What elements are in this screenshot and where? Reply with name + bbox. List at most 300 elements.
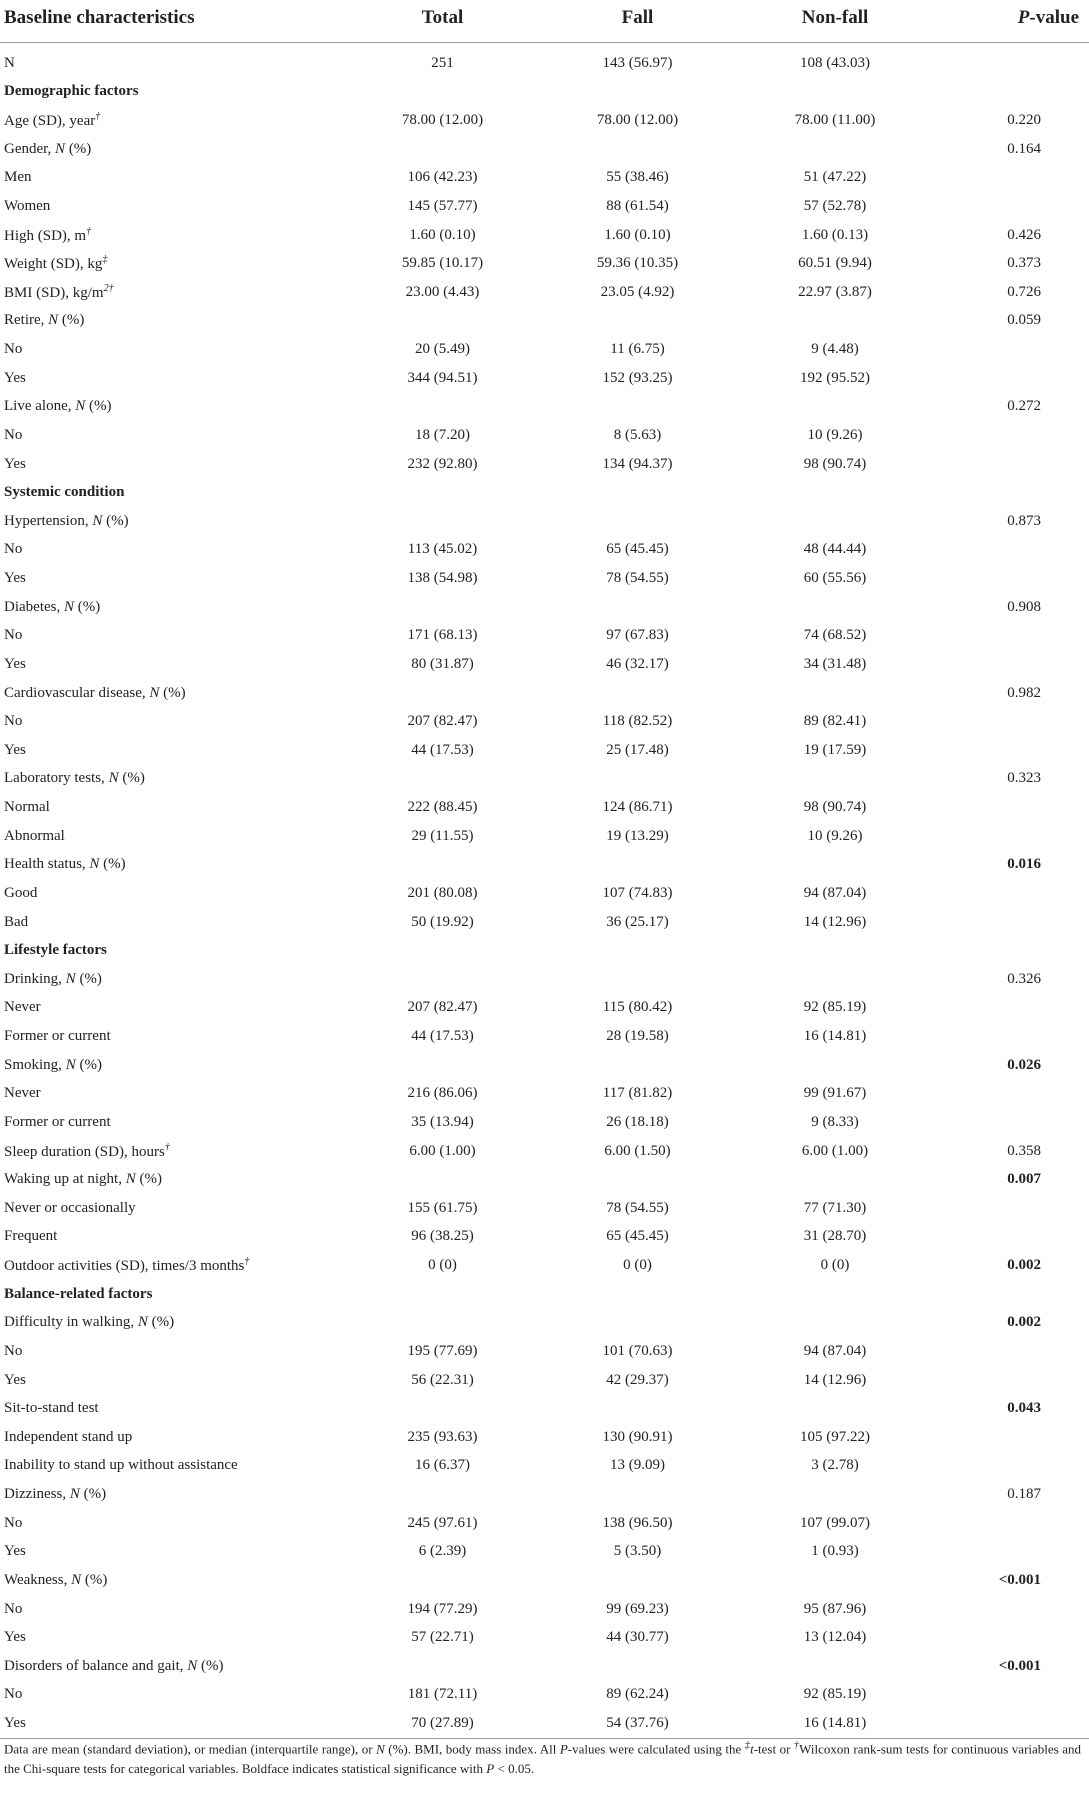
cell-non-fall: 94 (87.04) xyxy=(803,1342,867,1359)
row-label-text: Disorders of balance and gait, xyxy=(4,1657,188,1674)
cell-p-value xyxy=(935,364,1089,393)
cell-fall: 42 (29.37) xyxy=(606,1371,669,1388)
table-row xyxy=(0,393,1089,422)
row-label xyxy=(0,879,345,908)
cell-fall: 65 (45.45) xyxy=(606,541,669,558)
cell-fall: 89 (62.24) xyxy=(606,1686,669,1703)
cell-p-value xyxy=(935,478,1089,507)
row-label-text: Drinking, xyxy=(4,970,66,987)
cell-total: 59.85 (10.17) xyxy=(401,255,484,272)
cell-p-value: 0.272 xyxy=(1007,398,1041,415)
cell-p-value xyxy=(935,1366,1089,1395)
row-label xyxy=(0,1137,345,1166)
table-row xyxy=(0,364,1089,393)
cell-total: 181 (72.11) xyxy=(407,1686,478,1703)
row-label-text: Systemic condition xyxy=(4,484,125,501)
cell-total: 171 (68.13) xyxy=(407,627,478,644)
row-label-italic: N xyxy=(55,140,66,157)
row-label-text: Former or current xyxy=(4,1113,111,1130)
cell-fall xyxy=(540,765,735,794)
cell-total: 207 (82.47) xyxy=(407,999,478,1016)
cell-total: 57 (22.71) xyxy=(411,1629,474,1646)
row-label xyxy=(0,364,345,393)
cell-p-value xyxy=(935,1595,1089,1624)
cell-total: 194 (77.29) xyxy=(407,1600,478,1617)
cell-p-value xyxy=(935,736,1089,765)
section-header-row xyxy=(0,78,1089,107)
cell-total xyxy=(345,1652,540,1681)
cell-non-fall: 16 (14.81) xyxy=(803,1715,867,1732)
cell-total xyxy=(345,478,540,507)
cell-total xyxy=(345,307,540,336)
row-label-text: Yes xyxy=(4,455,26,472)
cell-p-value xyxy=(935,622,1089,651)
cell-non-fall: 78.00 (11.00) xyxy=(794,112,876,129)
row-label xyxy=(0,335,345,364)
cell-total: 344 (94.51) xyxy=(407,369,478,386)
header-p-value xyxy=(935,0,1089,43)
cell-non-fall xyxy=(735,78,935,107)
cell-total: 6.00 (1.00) xyxy=(409,1142,476,1159)
row-label-text: Never or occasionally xyxy=(4,1199,136,1216)
row-label-text: Diabetes, xyxy=(4,598,64,615)
row-label-text: Yes xyxy=(4,1371,26,1388)
row-label xyxy=(0,1595,345,1624)
cell-total: 207 (82.47) xyxy=(407,713,478,730)
cell-fall: 26 (18.18) xyxy=(606,1113,669,1130)
cell-fall: 54 (37.76) xyxy=(606,1715,669,1732)
cell-total xyxy=(345,936,540,965)
row-label-suffix: (%) xyxy=(159,684,186,701)
row-label xyxy=(0,851,345,880)
row-label xyxy=(0,43,345,78)
row-label-text: Age (SD), year xyxy=(4,113,96,130)
cell-fall xyxy=(540,851,735,880)
row-label-text: BMI (SD), kg/m xyxy=(4,284,104,301)
table-row xyxy=(0,908,1089,937)
cell-fall: 99 (69.23) xyxy=(606,1600,669,1617)
cell-p-value xyxy=(935,879,1089,908)
cell-non-fall: 77 (71.30) xyxy=(803,1199,867,1216)
cell-non-fall: 107 (99.07) xyxy=(800,1514,870,1531)
cell-non-fall: 22.97 (3.87) xyxy=(798,283,872,300)
row-label-text: No xyxy=(4,1342,23,1359)
row-label-italic: N xyxy=(137,1314,148,1331)
row-label-italic: N xyxy=(108,770,119,787)
row-label xyxy=(0,1337,345,1366)
cell-total: 106 (42.23) xyxy=(407,169,478,186)
row-label xyxy=(0,1194,345,1223)
section-header-row xyxy=(0,1280,1089,1309)
cell-p-value xyxy=(935,793,1089,822)
section-label xyxy=(0,78,345,107)
table-row xyxy=(0,536,1089,565)
row-label xyxy=(0,593,345,622)
row-label-text: Weakness, xyxy=(4,1571,72,1588)
cell-fall: 28 (19.58) xyxy=(606,1028,669,1045)
table-footnote xyxy=(4,1736,1081,1779)
row-label-text: No xyxy=(4,541,23,558)
row-label-text: Weight (SD), kg xyxy=(4,256,103,273)
footnote-text-6: < 0.05. xyxy=(494,1761,535,1777)
cell-fall: 25 (17.48) xyxy=(606,741,669,758)
cell-total: 6 (2.39) xyxy=(418,1543,467,1560)
footnote-double-dagger: ‡ xyxy=(744,1740,751,1751)
cell-fall xyxy=(540,593,735,622)
row-label-superscript: 2† xyxy=(103,282,114,294)
row-label-text: Frequent xyxy=(4,1228,58,1245)
cell-fall: 101 (70.63) xyxy=(602,1342,673,1359)
row-label-text: No xyxy=(4,713,23,730)
cell-fall xyxy=(540,965,735,994)
cell-total: 70 (27.89) xyxy=(411,1715,474,1732)
cell-fall xyxy=(540,936,735,965)
cell-p-value xyxy=(935,164,1089,193)
cell-fall: 19 (13.29) xyxy=(606,827,669,844)
table-row xyxy=(0,879,1089,908)
section-label xyxy=(0,1280,345,1309)
table-row xyxy=(0,1709,1089,1738)
row-label-text: Outdoor activities (SD), times/3 months xyxy=(4,1258,245,1275)
row-label-italic: N xyxy=(187,1657,198,1674)
cell-non-fall xyxy=(735,679,935,708)
row-label-suffix: (%) xyxy=(197,1657,224,1674)
row-label-superscript: † xyxy=(95,111,101,123)
cell-p-value xyxy=(935,707,1089,736)
table-row xyxy=(0,1423,1089,1452)
cell-total: 16 (6.37) xyxy=(415,1457,470,1474)
cell-p-value: 0.220 xyxy=(1007,112,1041,129)
row-label-superscript: ‡ xyxy=(102,254,108,266)
row-label-text: No xyxy=(4,627,23,644)
table-row xyxy=(0,994,1089,1023)
row-label-text: Never xyxy=(4,999,41,1016)
cell-fall: 44 (30.77) xyxy=(606,1629,669,1646)
cell-fall: 6.00 (1.50) xyxy=(604,1142,671,1159)
row-label xyxy=(0,908,345,937)
row-label xyxy=(0,1366,345,1395)
row-label xyxy=(0,221,345,250)
cell-total xyxy=(345,965,540,994)
cell-p-value: 0.187 xyxy=(1007,1486,1041,1503)
cell-fall: 23.05 (4.92) xyxy=(600,283,675,300)
table-row xyxy=(0,965,1089,994)
row-label-text: Never xyxy=(4,1085,41,1102)
cell-p-value xyxy=(935,1194,1089,1223)
cell-non-fall: 3 (2.78) xyxy=(811,1457,859,1474)
row-label-text: Lifestyle factors xyxy=(4,942,107,959)
cell-non-fall xyxy=(735,593,935,622)
row-label-suffix: (%) xyxy=(147,1314,175,1331)
row-label-text: Health status, xyxy=(4,856,90,873)
row-label-italic: N xyxy=(69,1486,80,1503)
cell-p-value xyxy=(935,1681,1089,1710)
row-label xyxy=(0,1251,345,1280)
section-header-row xyxy=(0,478,1089,507)
cell-non-fall: 92 (85.19) xyxy=(803,999,867,1016)
row-label-suffix: (%) xyxy=(118,770,145,787)
cell-non-fall: 74 (68.52) xyxy=(803,627,867,644)
footnote-text-3: -values were calculated using the xyxy=(567,1741,745,1757)
cell-p-value: 0.326 xyxy=(1007,970,1041,987)
row-label xyxy=(0,1681,345,1710)
cell-non-fall: 1 (0.93) xyxy=(811,1543,859,1560)
cell-fall: 117 (81.82) xyxy=(602,1085,673,1102)
row-label xyxy=(0,106,345,135)
cell-p-value xyxy=(935,450,1089,479)
cell-p-value: 0.982 xyxy=(1007,684,1041,701)
cell-p-value: 0.426 xyxy=(1007,226,1041,243)
row-label xyxy=(0,736,345,765)
row-label-italic: N xyxy=(149,684,160,701)
cell-fall: 8 (5.63) xyxy=(613,426,662,443)
table-row xyxy=(0,765,1089,794)
cell-p-value: <0.001 xyxy=(998,1571,1041,1588)
cell-total: 80 (31.87) xyxy=(411,655,474,672)
table-row xyxy=(0,1509,1089,1538)
row-label xyxy=(0,393,345,422)
row-label-text: No xyxy=(4,426,23,443)
row-label-text: Inability to stand up without assistance xyxy=(4,1457,238,1474)
cell-non-fall xyxy=(735,507,935,536)
row-label-suffix: (%) xyxy=(65,140,92,157)
cell-total: 201 (80.08) xyxy=(407,884,478,901)
table-row xyxy=(0,564,1089,593)
cell-non-fall xyxy=(735,1394,935,1423)
row-label-italic: N xyxy=(71,1571,82,1588)
row-label-text: High (SD), m xyxy=(4,227,87,244)
row-label-text: Demographic factors xyxy=(4,83,139,100)
row-label xyxy=(0,1080,345,1109)
table-header xyxy=(0,0,1089,43)
table-row xyxy=(0,249,1089,278)
table-body xyxy=(0,43,1089,1739)
footnote-text-2: (%). BMI, body mass index. All xyxy=(384,1741,560,1757)
cell-p-value xyxy=(935,822,1089,851)
cell-fall xyxy=(540,1652,735,1681)
cell-non-fall xyxy=(735,307,935,336)
cell-non-fall xyxy=(735,965,935,994)
footnote-n-italic: N xyxy=(376,1741,385,1757)
cell-fall: 97 (67.83) xyxy=(606,627,669,644)
cell-p-value: 0.908 xyxy=(1007,598,1041,615)
row-label-suffix: (%) xyxy=(102,512,129,529)
footnote-p-italic: P xyxy=(559,1741,568,1757)
row-label-italic: N xyxy=(92,512,103,529)
row-label xyxy=(0,765,345,794)
row-label xyxy=(0,164,345,193)
cell-non-fall: 13 (12.04) xyxy=(803,1629,867,1646)
footnote-text-1: Data are mean (standard deviation), or median (interquartile range), or xyxy=(4,1741,377,1757)
row-label xyxy=(0,536,345,565)
cell-total: 155 (61.75) xyxy=(407,1199,478,1216)
cell-non-fall: 98 (90.74) xyxy=(803,799,867,816)
cell-fall xyxy=(540,1051,735,1080)
cell-non-fall: 14 (12.96) xyxy=(803,1371,867,1388)
row-label-text: Former or current xyxy=(4,1028,111,1045)
cell-fall xyxy=(540,1309,735,1338)
cell-non-fall: 10 (9.26) xyxy=(807,827,863,844)
cell-total xyxy=(345,851,540,880)
cell-fall: 138 (96.50) xyxy=(602,1514,673,1531)
row-label-suffix: (%) xyxy=(74,598,101,615)
cell-non-fall xyxy=(735,1566,935,1595)
cell-p-value: 0.002 xyxy=(1007,1257,1041,1274)
cell-non-fall: 1.60 (0.13) xyxy=(801,226,869,243)
cell-non-fall: 0 (0) xyxy=(820,1257,850,1274)
cell-fall: 0 (0) xyxy=(623,1257,652,1274)
row-label xyxy=(0,1480,345,1509)
cell-p-value: 0.026 xyxy=(1007,1056,1041,1073)
cell-p-value xyxy=(935,192,1089,221)
cell-fall xyxy=(540,393,735,422)
cell-non-fall xyxy=(735,765,935,794)
row-label-text: Independent stand up xyxy=(4,1428,133,1445)
cell-fall: 78 (54.55) xyxy=(606,570,669,587)
cell-non-fall: 14 (12.96) xyxy=(803,913,867,930)
row-label-superscript: † xyxy=(86,225,92,237)
row-label-text: No xyxy=(4,1600,23,1617)
row-label-text: Hypertension, xyxy=(4,512,93,529)
cell-non-fall xyxy=(735,1051,935,1080)
cell-p-value xyxy=(935,536,1089,565)
row-label xyxy=(0,1509,345,1538)
table-row xyxy=(0,1337,1089,1366)
table-row xyxy=(0,278,1089,307)
cell-p-value: <0.001 xyxy=(998,1657,1041,1674)
row-label xyxy=(0,421,345,450)
row-label-text: Waking up at night, xyxy=(4,1171,126,1188)
cell-non-fall xyxy=(735,1652,935,1681)
cell-p-value xyxy=(935,1022,1089,1051)
row-label-text: Normal xyxy=(4,799,50,816)
cell-total xyxy=(345,679,540,708)
table-row xyxy=(0,1022,1089,1051)
cell-total: 20 (5.49) xyxy=(415,341,470,358)
table-row xyxy=(0,307,1089,336)
table-row xyxy=(0,1681,1089,1710)
cell-p-value: 0.007 xyxy=(1007,1171,1041,1188)
cell-non-fall: 10 (9.26) xyxy=(807,426,863,443)
table-row xyxy=(0,707,1089,736)
row-label-text: Balance-related factors xyxy=(4,1285,153,1302)
cell-p-value xyxy=(935,1108,1089,1137)
cell-total xyxy=(345,1051,540,1080)
cell-total: 18 (7.20) xyxy=(415,426,470,443)
cell-non-fall xyxy=(735,851,935,880)
cell-fall xyxy=(540,679,735,708)
row-label xyxy=(0,1394,345,1423)
cell-p-value xyxy=(935,335,1089,364)
table-row xyxy=(0,593,1089,622)
row-label-text: Cardiovascular disease, xyxy=(4,684,150,701)
cell-fall xyxy=(540,78,735,107)
cell-total: 195 (77.69) xyxy=(407,1342,478,1359)
cell-fall: 78.00 (12.00) xyxy=(596,112,679,129)
header-p-italic: P xyxy=(1017,7,1030,28)
row-label-text: Sit-to-stand test xyxy=(4,1400,99,1417)
row-label-text: Sleep duration (SD), hours xyxy=(4,1143,165,1160)
table-row xyxy=(0,221,1089,250)
row-label-italic: N xyxy=(89,856,100,873)
table-row xyxy=(0,1538,1089,1567)
cell-p-value xyxy=(935,78,1089,107)
table-row xyxy=(0,851,1089,880)
table-row xyxy=(0,1051,1089,1080)
row-label xyxy=(0,1223,345,1252)
section-label xyxy=(0,478,345,507)
cell-fall: 1.60 (0.10) xyxy=(604,226,671,243)
row-label-text: Gender, xyxy=(4,140,56,157)
row-label-superscript: † xyxy=(244,1256,250,1268)
cell-total: 138 (54.98) xyxy=(407,570,478,587)
cell-non-fall xyxy=(735,936,935,965)
footnote-dagger: † xyxy=(793,1740,800,1751)
cell-fall: 107 (74.83) xyxy=(602,884,673,901)
row-label-italic: N xyxy=(48,312,59,329)
table-row xyxy=(0,1652,1089,1681)
cell-fall xyxy=(540,1394,735,1423)
cell-non-fall: 6.00 (1.00) xyxy=(801,1142,869,1159)
cell-fall: 124 (86.71) xyxy=(602,799,673,816)
cell-non-fall xyxy=(735,478,935,507)
cell-total xyxy=(345,1165,540,1194)
cell-non-fall: 31 (28.70) xyxy=(803,1228,867,1245)
cell-p-value: 0.002 xyxy=(1007,1314,1041,1331)
row-label xyxy=(0,1022,345,1051)
row-label-text: No xyxy=(4,1514,23,1531)
cell-total xyxy=(345,393,540,422)
cell-total: 44 (17.53) xyxy=(411,741,474,758)
table-row xyxy=(0,335,1089,364)
cell-non-fall: 60 (55.56) xyxy=(803,570,867,587)
cell-fall: 118 (82.52) xyxy=(602,713,673,730)
table-row xyxy=(0,507,1089,536)
cell-total: 235 (93.63) xyxy=(407,1428,478,1445)
cell-total: 44 (17.53) xyxy=(411,1028,474,1045)
row-label-italic: N xyxy=(63,598,74,615)
row-label-text: Retire, xyxy=(4,312,49,329)
cell-p-value xyxy=(935,564,1089,593)
cell-fall: 78 (54.55) xyxy=(606,1199,669,1216)
cell-fall xyxy=(540,1280,735,1309)
cell-total xyxy=(345,593,540,622)
cell-fall: 65 (45.45) xyxy=(606,1228,669,1245)
row-label xyxy=(0,793,345,822)
cell-total xyxy=(345,1309,540,1338)
row-label-text: Yes xyxy=(4,369,26,386)
row-label-text: Abnormal xyxy=(4,827,65,844)
footnote-t-italic: t xyxy=(750,1741,754,1757)
row-label-text: Yes xyxy=(4,741,26,758)
header-total: Total xyxy=(345,0,540,43)
table-row xyxy=(0,421,1089,450)
table-row xyxy=(0,192,1089,221)
cell-fall xyxy=(540,507,735,536)
cell-total: 232 (92.80) xyxy=(407,455,478,472)
cell-non-fall: 89 (82.41) xyxy=(803,713,867,730)
table-row xyxy=(0,622,1089,651)
cell-non-fall: 19 (17.59) xyxy=(803,741,867,758)
row-label-text: Smoking, xyxy=(4,1056,66,1073)
cell-non-fall: 16 (14.81) xyxy=(803,1028,867,1045)
row-label xyxy=(0,1309,345,1338)
cell-non-fall: 105 (97.22) xyxy=(800,1428,870,1445)
row-label-text: Yes xyxy=(4,1629,26,1646)
row-label-text: No xyxy=(4,1686,23,1703)
row-label xyxy=(0,1623,345,1652)
cell-p-value: 0.873 xyxy=(1007,512,1041,529)
